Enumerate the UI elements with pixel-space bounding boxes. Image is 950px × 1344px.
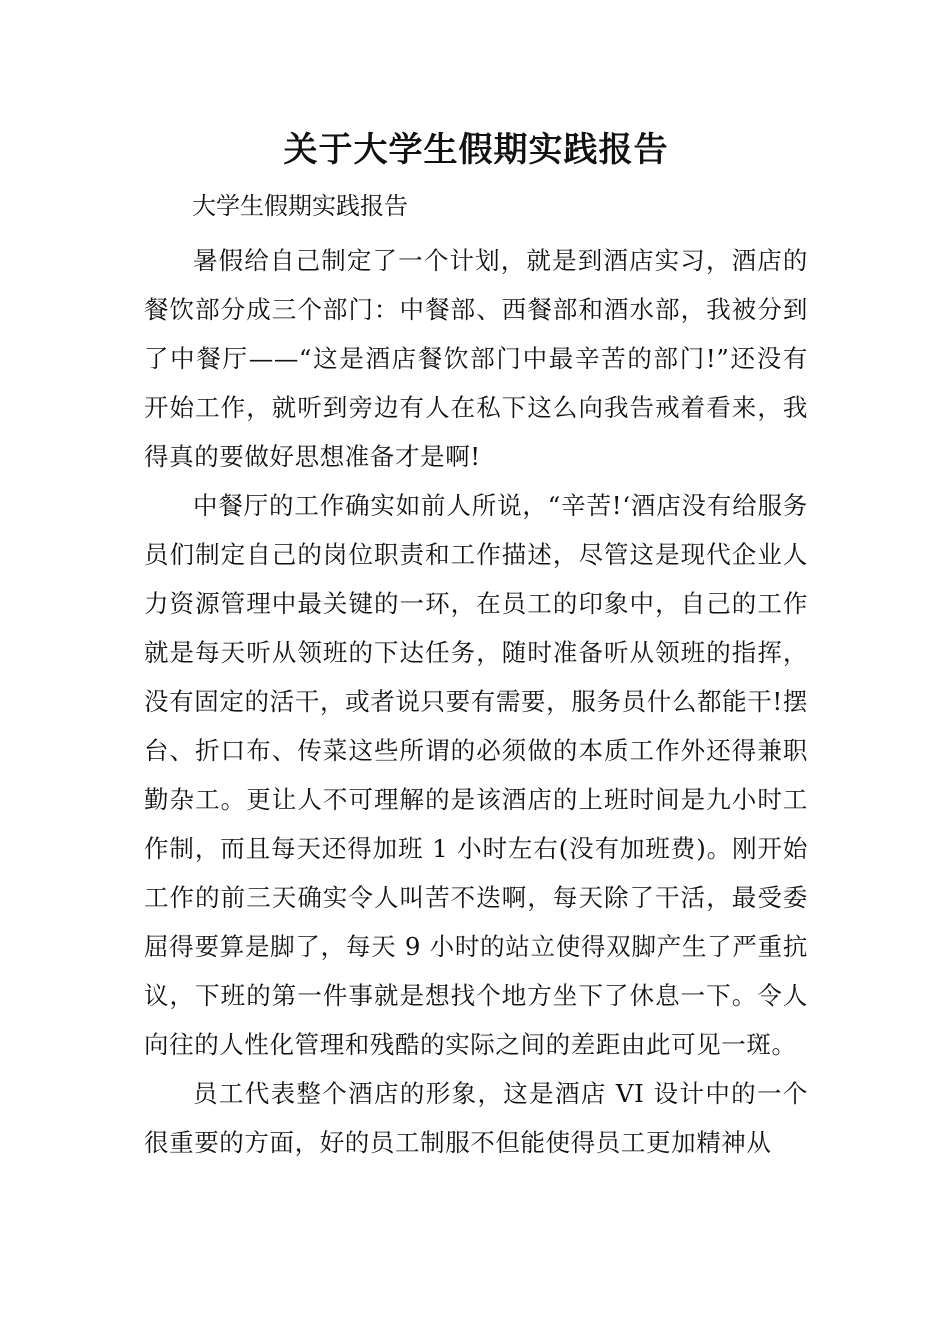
paragraph-3: 员工代表整个酒店的形象，这是酒店 VI 设计中的一个很重要的方面，好的员工制服不但能使得员工更加精神从 [144, 1079, 808, 1157]
paragraph-1: 暑假给自己制定了一个计划，就是到酒店实习，酒店的餐饮部分成三个部门：中餐部、西餐部和酒水部，我被分到了中餐厅——“这是酒店餐饮部门中最辛苦的部门!”还没有开始工作，就听到旁边有人在私下这么向我告戒着看来，我得真的要做好思想准备才是啊! [144, 246, 808, 471]
paragraph-2: 中餐厅的工作确实如前人所说，“辛苦!‘酒店没有给服务员们制定自己的岗位职责和工作描述，尽管这是现代企业人力资源管理中最关键的一环，在员工的印象中，自己的工作就是每天听从领班的下达任务，随时准备听从领班的指挥，没有固定的活干，或者说只要有需要，服务员什么都能干!摆台、折口布、传菜这些所谓的必须做的本质工作外还得兼职勤杂工。更让人不可理解的是该酒店的上班时间是九小时工作制，而且每天还得加班 1 小时左右(没有加班费)。刚开始工作的前三天确实令人叫苦不迭啊，每天除了干活，最受委屈得要算是脚了，每天 9 小时的站立使得双脚产生了严重抗议，下班的第一件事就是想找个地方坐下了休息一下。令人向往的人性化管理和残酷的实际之间的差距由此可见一斑。 [144, 491, 808, 1059]
document-title: 关于大学生假期实践报告 [283, 130, 669, 170]
document-subtitle: 大学生假期实践报告 [192, 192, 408, 220]
